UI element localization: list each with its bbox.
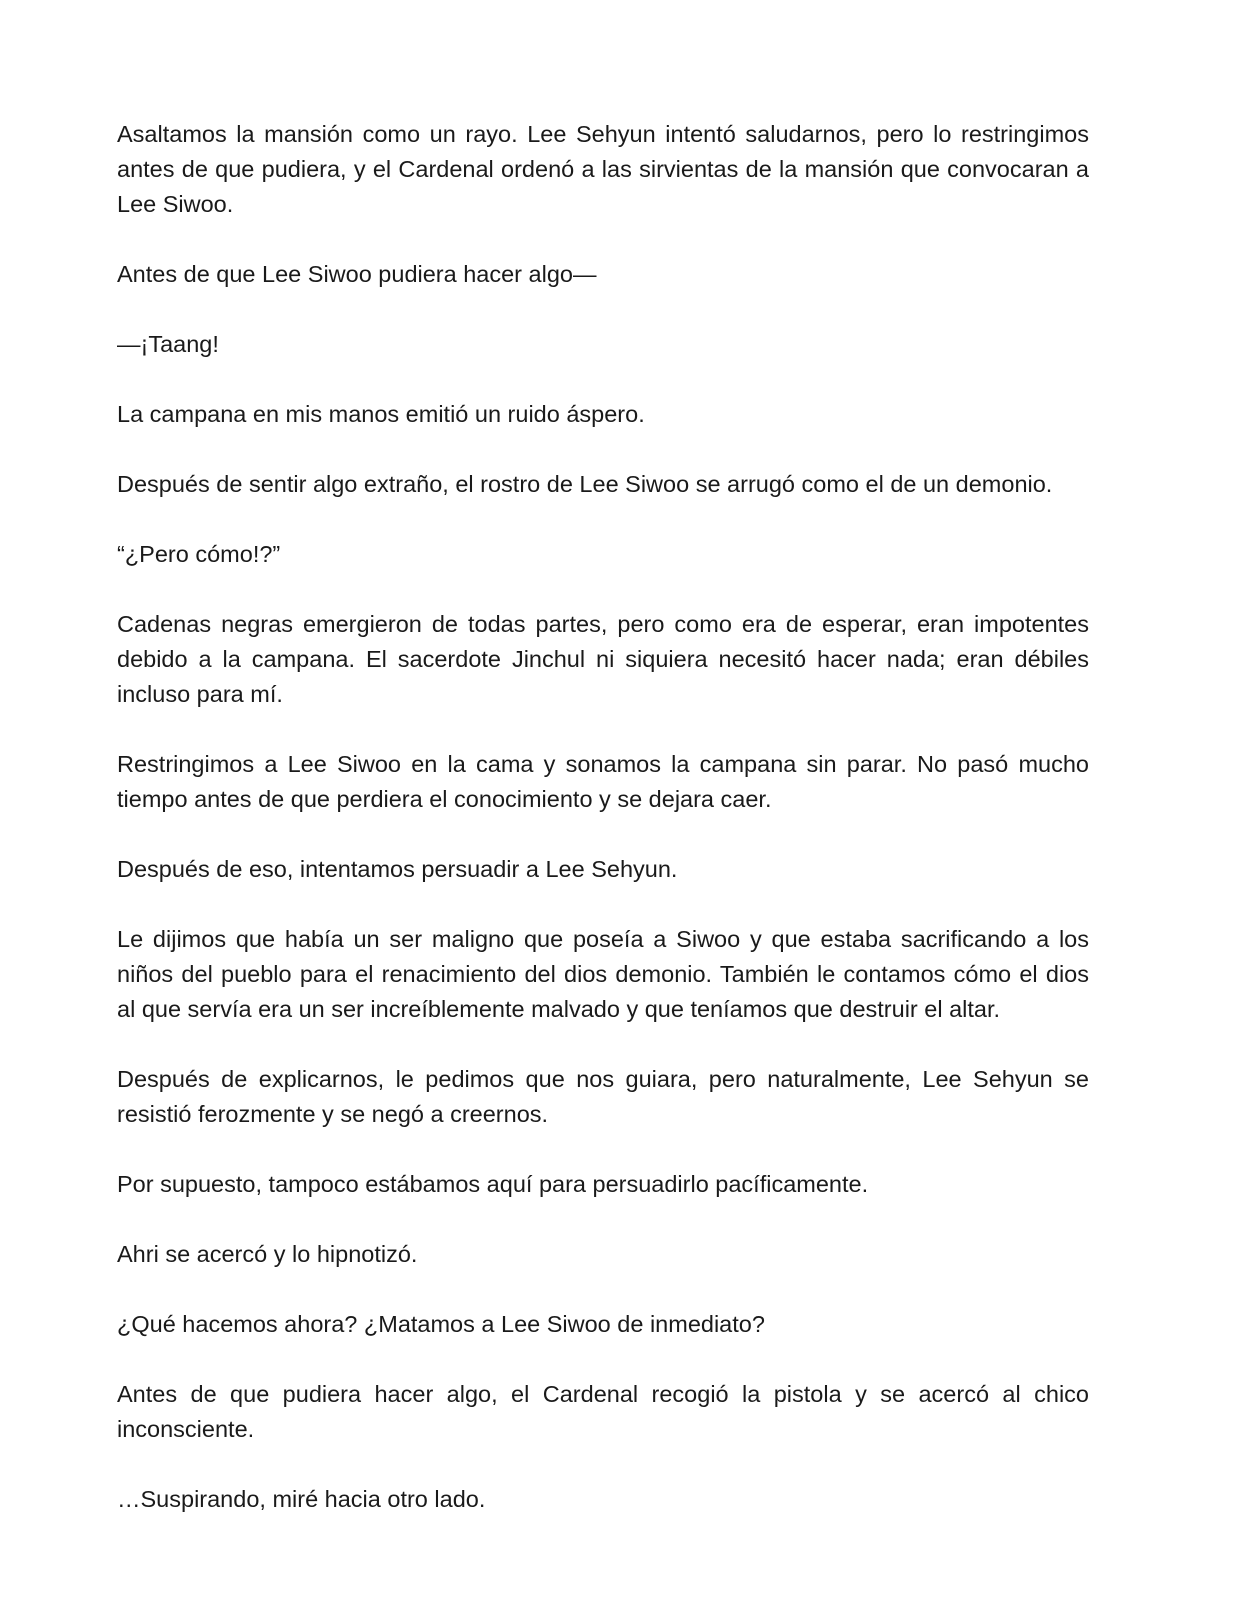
paragraph-14: ¿Qué hacemos ahora? ¿Matamos a Lee Siwoo de inmediato?	[117, 1311, 765, 1337]
paragraph-7: Cadenas negras emergieron de todas partes, pero como era de esperar, eran impotentes debido a la campana. El sacerdote Jinchul ni siquiera necesitó hacer nada; eran débiles incluso para mí.	[117, 611, 1089, 707]
paragraph-3: —¡Taang!	[117, 331, 219, 357]
paragraph-10: Le dijimos que había un ser maligno que poseía a Siwoo y que estaba sacrificando a los niños del pueblo para el renacimiento del dios demonio. También le contamos cómo el dios al que servía era un ser increíblemente malvado y que teníamos que destruir el altar.	[117, 926, 1089, 1022]
paragraph-12: Por supuesto, tampoco estábamos aquí para persuadirlo pacíficamente.	[117, 1171, 869, 1197]
paragraph-8: Restringimos a Lee Siwoo en la cama y sonamos la campana sin parar. No pasó mucho tiempo antes de que perdiera el conocimiento y se dejara caer.	[117, 751, 1089, 812]
paragraph-13: Ahri se acercó y lo hipnotizó.	[117, 1241, 418, 1267]
paragraph-1: Asaltamos la mansión como un rayo. Lee Sehyun intentó saludarnos, pero lo restringimos antes de que pudiera, y el Cardenal ordenó a las sirvientas de la mansión que convocaran a Lee Siwoo.	[117, 121, 1089, 217]
paragraph-5: Después de sentir algo extraño, el rostro de Lee Siwoo se arrugó como el de un demonio.	[117, 471, 1053, 497]
paragraph-15: Antes de que pudiera hacer algo, el Cardenal recogió la pistola y se acercó al chico inconsciente.	[117, 1381, 1089, 1442]
paragraph-16: …Suspirando, miré hacia otro lado.	[117, 1486, 486, 1512]
paragraph-2: Antes de que Lee Siwoo pudiera hacer algo—	[117, 261, 597, 287]
paragraph-4: La campana en mis manos emitió un ruido áspero.	[117, 401, 645, 427]
paragraph-9: Después de eso, intentamos persuadir a Lee Sehyun.	[117, 856, 678, 882]
paragraph-6: “¿Pero cómo!?”	[117, 541, 281, 567]
paragraph-11: Después de explicarnos, le pedimos que nos guiara, pero naturalmente, Lee Sehyun se resistió ferozmente y se negó a creernos.	[117, 1066, 1089, 1127]
document-body	[117, 117, 1089, 1517]
